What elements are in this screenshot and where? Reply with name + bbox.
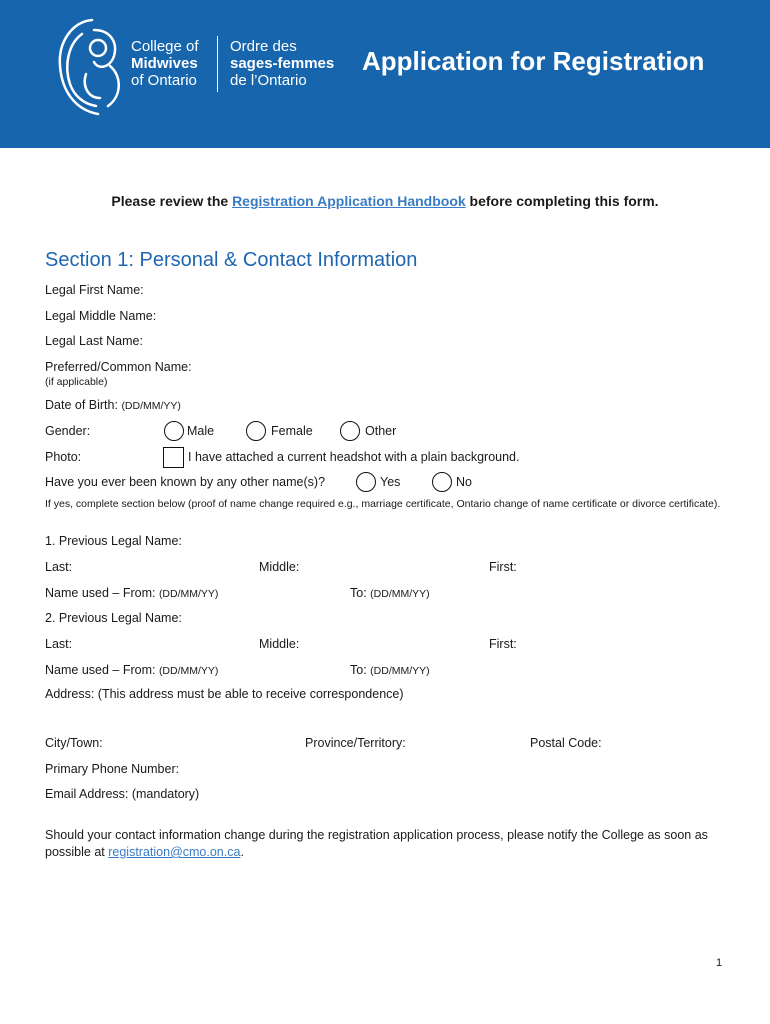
gender-male-radio[interactable]: [164, 421, 184, 441]
gender-female-radio[interactable]: [246, 421, 266, 441]
city-label: City/Town:: [45, 736, 103, 750]
midwives-logo-icon: [52, 14, 130, 118]
logo-divider: [217, 36, 218, 92]
gender-male-label: Male: [187, 424, 215, 438]
previous-name-1-last-label: Last:: [45, 560, 73, 574]
email-label: Email Address: (mandatory): [45, 787, 200, 801]
photo-checkbox-label: I have attached a current headshot with a plain background.: [188, 450, 520, 464]
other-names-note: If yes, complete section below (proof of name change required e.g., marriage certificate, Ontario change of name certificate or divorce certificate).: [45, 498, 721, 510]
legal-last-name-label: Legal Last Name:: [45, 334, 143, 348]
preferred-name-note: (if applicable): [45, 376, 108, 388]
logo-english-text: College of Midwives of Ontario: [131, 38, 199, 89]
other-names-no-radio[interactable]: [432, 472, 452, 492]
registration-email-link[interactable]: registration@cmo.on.ca: [108, 845, 241, 859]
contact-change-notice: Should your contact information change during the registration application process, please notify the College as soon as possible at registration@cmo.on.ca.: [45, 828, 708, 859]
dob-label: Date of Birth: (DD/MM/YY): [45, 398, 181, 412]
section-title: Section 1: Personal & Contact Information: [45, 249, 418, 271]
gender-other-label: Other: [365, 424, 397, 438]
previous-name-1-to-label: To: (DD/MM/YY): [350, 586, 430, 600]
previous-name-2-first-label: First:: [489, 637, 517, 651]
other-names-yes-radio[interactable]: [356, 472, 376, 492]
logo-french-text: Ordre des sages-femmes de l’Ontario: [230, 38, 335, 89]
gender-label: Gender:: [45, 424, 91, 438]
gender-female-label: Female: [271, 424, 313, 438]
other-names-yes-label: Yes: [380, 475, 401, 489]
address-label: Address: (This address must be able to receive correspondence): [45, 687, 404, 701]
previous-name-1-from-label: Name used – From: (DD/MM/YY): [45, 586, 219, 600]
photo-label: Photo:: [45, 450, 82, 464]
previous-name-1-middle-label: Middle:: [259, 560, 300, 574]
page-title: Application for Registration: [362, 46, 705, 76]
handbook-link[interactable]: Registration Application Handbook: [232, 193, 466, 209]
previous-name-2-to-label: To: (DD/MM/YY): [350, 663, 430, 677]
previous-name-2-middle-label: Middle:: [259, 637, 300, 651]
other-names-no-label: No: [456, 475, 472, 489]
header-banner: [0, 0, 770, 148]
photo-attached-checkbox[interactable]: [163, 447, 184, 468]
previous-name-2-from-label: Name used – From: (DD/MM/YY): [45, 663, 219, 677]
previous-name-2-title: 2. Previous Legal Name:: [45, 611, 182, 625]
phone-label: Primary Phone Number:: [45, 762, 180, 776]
province-label: Province/Territory:: [305, 736, 406, 750]
previous-name-2-last-label: Last:: [45, 637, 73, 651]
previous-name-1-title: 1. Previous Legal Name:: [45, 534, 182, 548]
postal-code-label: Postal Code:: [530, 736, 602, 750]
legal-first-name-label: Legal First Name:: [45, 283, 144, 297]
legal-middle-name-label: Legal Middle Name:: [45, 309, 157, 323]
previous-name-1-first-label: First:: [489, 560, 517, 574]
intro-text: Please review the Registration Application Handbook before completing this form.: [111, 193, 659, 209]
other-names-question: Have you ever been known by any other name(s)?: [45, 475, 326, 489]
preferred-name-label: Preferred/Common Name:: [45, 360, 192, 374]
gender-other-radio[interactable]: [340, 421, 360, 441]
page-number: 1: [716, 957, 723, 969]
